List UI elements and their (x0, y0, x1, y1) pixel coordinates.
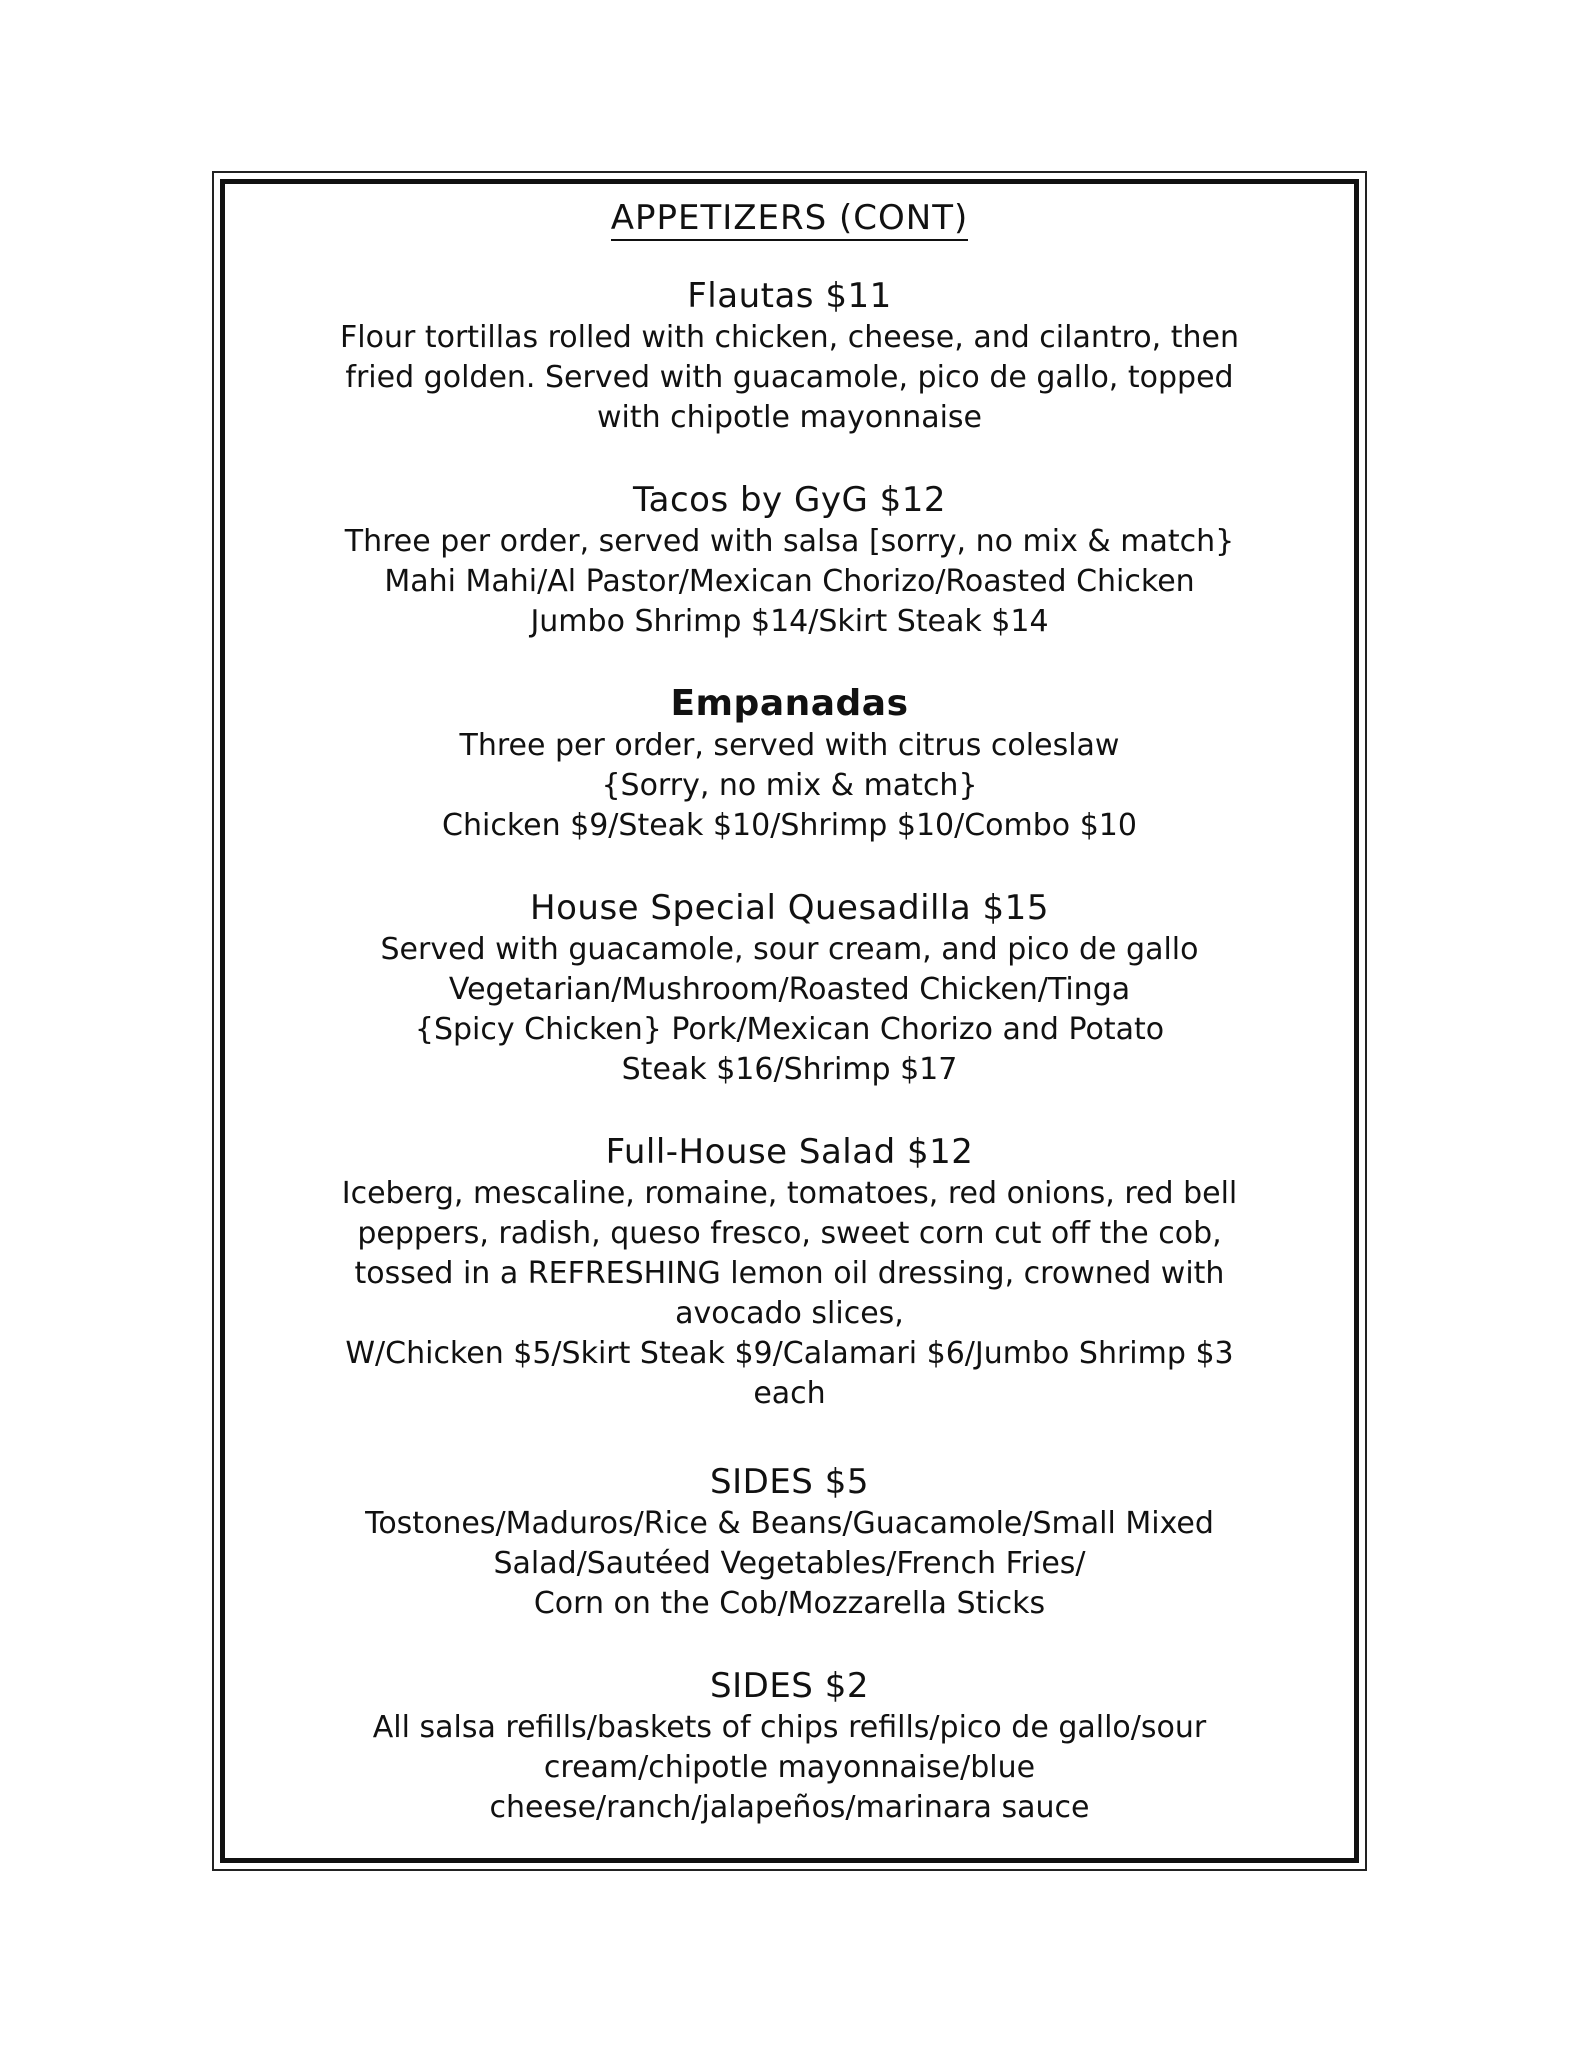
menu-item-description-line: {Spicy Chicken} Pork/Mexican Chorizo and Potato (414, 1012, 1165, 1047)
menu-item-description-line: fried golden. Served with guacamole, pico de gallo, topped (345, 360, 1234, 395)
menu-item-description-line: peppers, radish, queso fresco, sweet corn cut off the cob, (357, 1216, 1222, 1251)
menu-item-title: SIDES $2 (710, 1666, 869, 1706)
menu-item-description-line: with chipotle mayonnaise (596, 400, 983, 435)
menu-item-description-line: Vegetarian/Mushroom/Roasted Chicken/Tinga (448, 972, 1131, 1007)
menu-item-description-line: Iceberg, mescaline, romaine, tomatoes, red onions, red bell (341, 1176, 1238, 1211)
menu-item-description-line: Flour tortillas rolled with chicken, cheese, and cilantro, then (340, 320, 1239, 355)
menu-item-description-line: cream/chipotle mayonnaise/blue (543, 1750, 1036, 1785)
menu-item-description-line: Jumbo Shrimp $14/Skirt Steak $14 (530, 604, 1049, 639)
menu-item-title: Empanadas (670, 683, 909, 724)
menu-item-description-line: Mahi Mahi/Al Pastor/Mexican Chorizo/Roasted Chicken (384, 564, 1195, 599)
menu-item-tacos (235, 480, 1344, 642)
menu-item-title: SIDES $5 (710, 1462, 869, 1502)
menu-item-title: Tacos by GyG $12 (632, 480, 947, 520)
menu-item-empanadas (235, 684, 1344, 846)
menu-item-description-line: {Sorry, no mix & match} (601, 768, 978, 803)
menu-section-sides-2 (235, 1666, 1344, 1828)
menu-item-description-line: Three per order, served with salsa [sorry, no mix & match} (344, 524, 1235, 559)
page-title-text: APPETIZERS (CONT) (611, 198, 969, 241)
menu-item-salad (235, 1132, 1344, 1414)
menu-item-description-line: Salad/Sautéed Vegetables/French Fries/ (493, 1546, 1086, 1581)
menu-item-description-line: Three per order, served with citrus coleslaw (459, 728, 1120, 763)
menu-item-title: Flautas $11 (687, 276, 892, 316)
menu-item-quesadilla (235, 888, 1344, 1090)
menu-item-description-line: Tostones/Maduros/Rice & Beans/Guacamole/Small Mixed (365, 1506, 1214, 1541)
page-title (225, 198, 1354, 238)
menu-item-description-line: Steak $16/Shrimp $17 (621, 1052, 958, 1087)
menu-item-description-line: Corn on the Cob/Mozzarella Sticks (533, 1586, 1046, 1621)
menu-item-flautas (235, 276, 1344, 438)
menu-item-description-line: Served with guacamole, sour cream, and pico de gallo (380, 932, 1199, 967)
menu-section-sides-5 (235, 1462, 1344, 1624)
menu-item-title: House Special Quesadilla $15 (530, 888, 1049, 928)
menu-frame-inner (220, 179, 1359, 1863)
menu-frame-outer (212, 171, 1367, 1871)
menu-item-description-line: Chicken $9/Steak $10/Shrimp $10/Combo $10 (442, 808, 1137, 843)
menu-item-description-line: W/Chicken $5/Skirt Steak $9/Calamari $6/Jumbo Shrimp $3 (345, 1336, 1234, 1371)
menu-item-description-line: All salsa refills/baskets of chips refills/pico de gallo/sour (372, 1710, 1207, 1745)
menu-item-description-line: cheese/ranch/jalapeños/marinara sauce (489, 1790, 1090, 1825)
menu-item-description-line: avocado slices, (675, 1296, 904, 1331)
menu-item-title: Full-House Salad $12 (605, 1132, 974, 1172)
menu-item-description-line: each (753, 1376, 826, 1411)
menu-item-description-line: tossed in a REFRESHING lemon oil dressing, crowned with (354, 1256, 1225, 1291)
